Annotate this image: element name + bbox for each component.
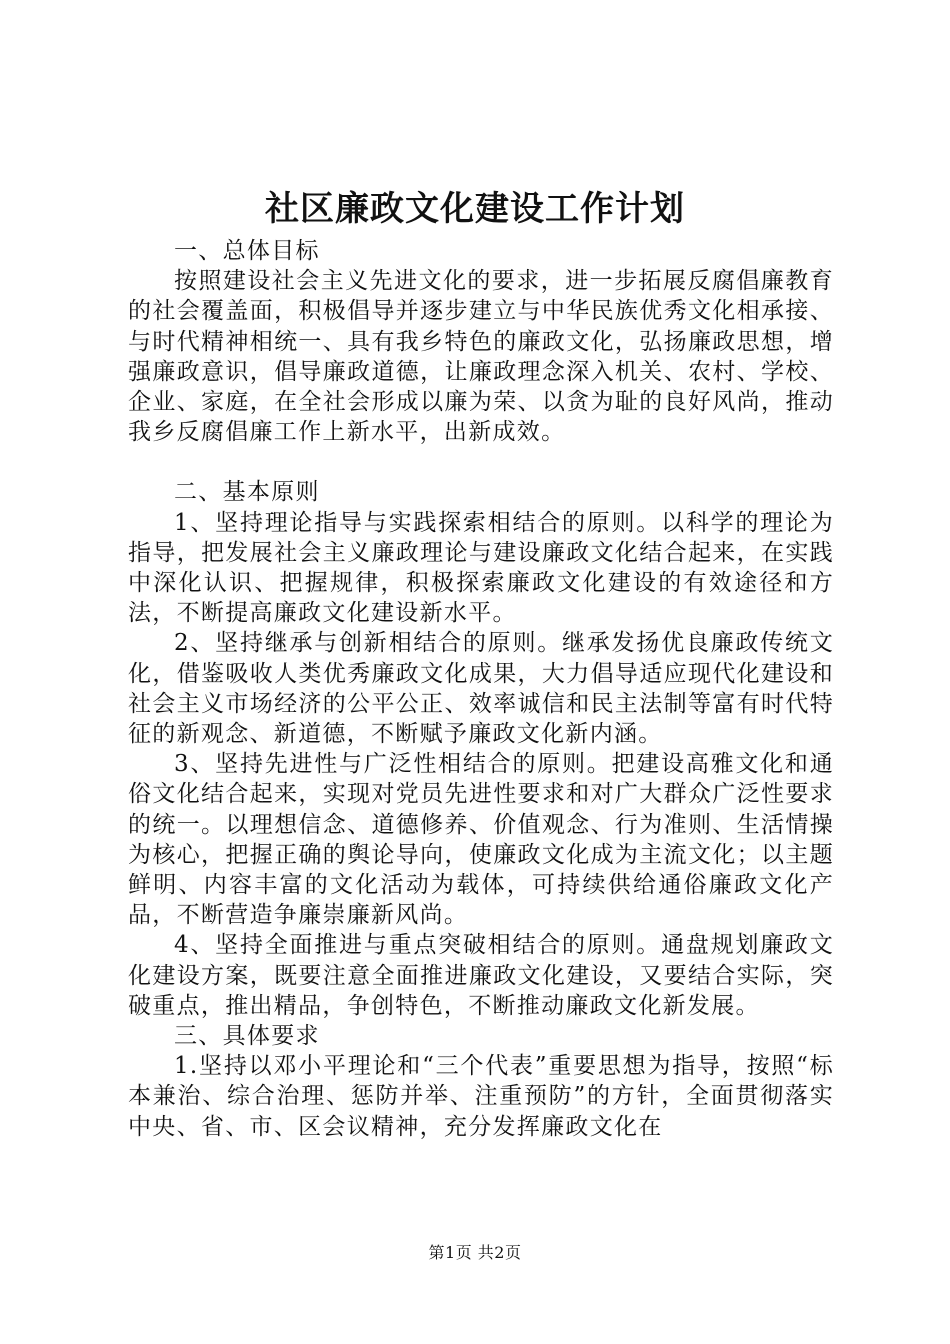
principle-item-1: 1、坚持理论指导与实践探索相结合的原则。以科学的理论为指导，把发展社会主义廉政理论与建设廉政文化结合起来，在实践中深化认识、把握规律，积极探索廉政文化建设的有效途径和方法，不断提高廉政文化建设新水平。 — [128, 509, 834, 627]
principle-item-3: 3、坚持先进性与广泛性相结合的原则。把建设高雅文化和通俗文化结合起来，实现对党员先进性要求和对广大群众广泛性要求的统一。以理想信念、道德修养、价值观念、行为准则、生活情操为核心，把握正确的舆论导向，使廉政文化成为主流文化；以主题鲜明、内容丰富的文化活动为载体，可持续供给通俗廉政文化产品，不断营造争廉崇廉新风尚。 — [128, 751, 834, 929]
section-paragraph-overall-goal: 按照建设社会主义先进文化的要求，进一步拓展反腐倡廉教育的社会覆盖面，积极倡导并逐步建立与中华民族优秀文化相承接、与时代精神相统一、具有我乡特色的廉政文化，弘扬廉政思想，增强廉政意识，倡导廉政道德，让廉政理念深入机关、农村、学校、企业、家庭，在全社会形成以廉为荣、以贪为耻的良好风尚，推动我乡反腐倡廉工作上新水平，出新成效。 — [128, 268, 834, 446]
principle-item-4: 4、坚持全面推进与重点突破相结合的原则。通盘规划廉政文化建设方案，既要注意全面推进廉政文化建设，又要结合实际，突破重点，推出精品，争创特色，不断推动廉政文化新发展。 — [128, 932, 834, 1019]
page-footer: 第1页 共2页 — [428, 1243, 522, 1262]
section-heading-basic-principles: 二、基本原则 — [174, 479, 320, 506]
section-spacer — [128, 447, 834, 477]
principle-item-2: 2、坚持继承与创新相结合的原则。继承发扬优良廉政传统文化，借鉴吸收人类优秀廉政文化成果，大力倡导适应现代化建设和社会主义市场经济的公平公正、效率诚信和民主法制等富有时代特征的新观念、新道德，不断赋予廉政文化新内涵。 — [128, 630, 834, 748]
document-body — [128, 236, 834, 1142]
document-title: 社区廉政文化建设工作计划 — [265, 189, 685, 229]
requirement-item-1: 1.坚持以邓小平理论和“三个代表”重要思想为指导，按照“标本兼治、综合治理、惩防并举、注重预防”的方针，全面贯彻落实中央、省、市、区会议精神，充分发挥廉政文化在 — [128, 1053, 834, 1140]
section-heading-overall-goal: 一、总体目标 — [174, 238, 320, 264]
section-heading-specific-requirements: 三、具体要求 — [174, 1023, 320, 1050]
